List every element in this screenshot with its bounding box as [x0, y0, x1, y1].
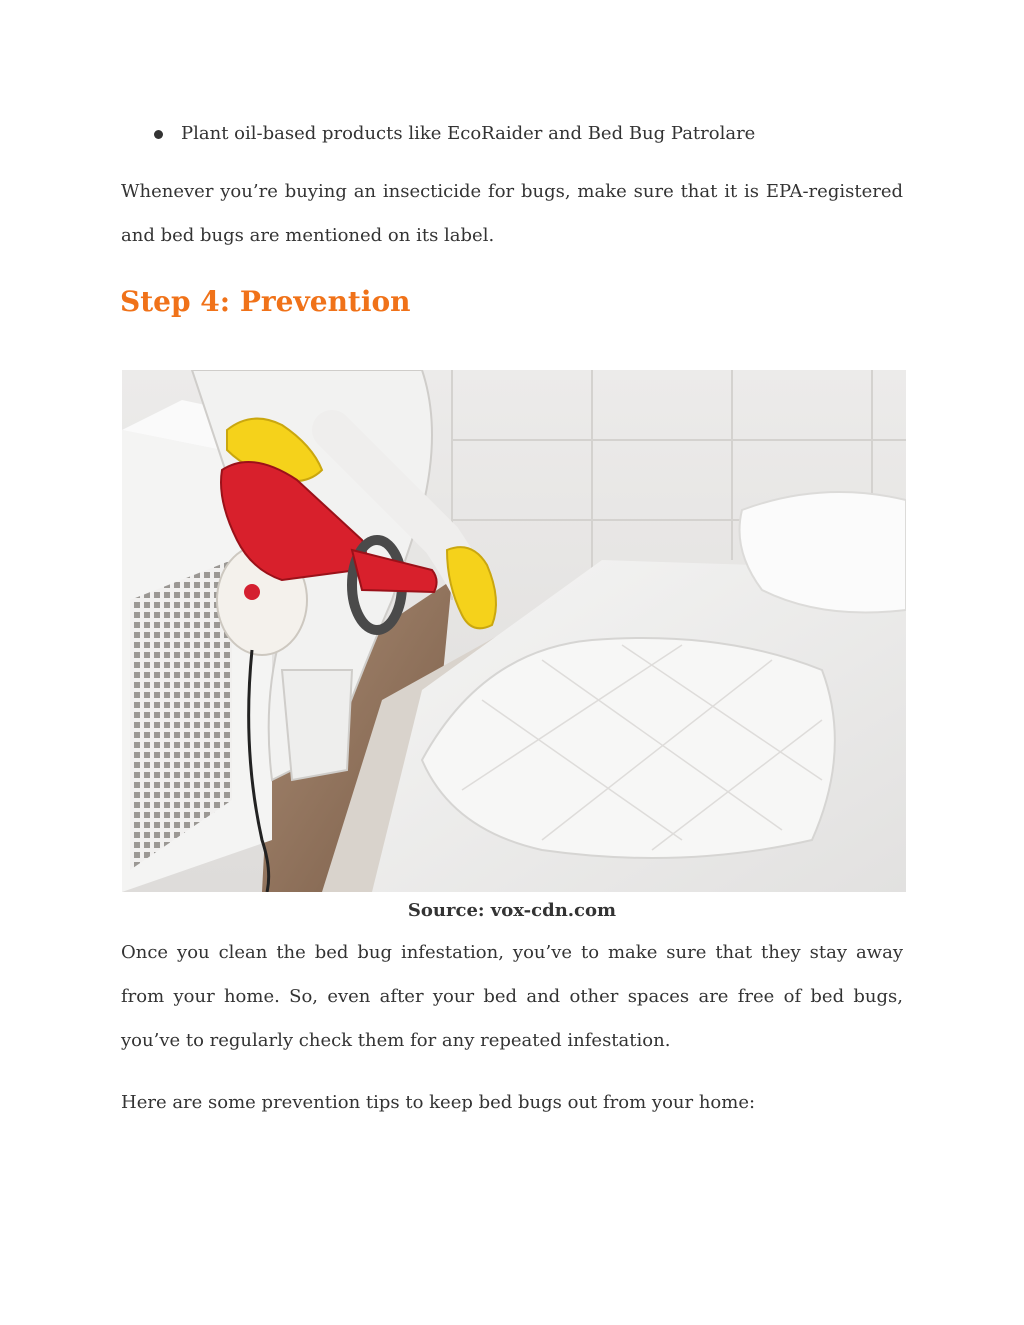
- paragraph-after-cleaning: Once you clean the bed bug infestation, you’ve to make sure that they stay away from your home. So, even after your bed and other spaces are free of bed bugs, you’ve to regularly check them for any repeated infestation.: [121, 942, 903, 1051]
- list-item: [150, 120, 755, 148]
- paragraph-tips-intro: Here are some prevention tips to keep bed bugs out from your home:: [121, 1092, 756, 1113]
- list-item-text: Plant oil-based products like EcoRaider and Bed Bug Patrolare: [181, 123, 756, 144]
- photo-illustration: [122, 370, 906, 892]
- section-heading: Step 4: Prevention: [120, 285, 411, 318]
- figure-caption: Source: vox-cdn.com: [407, 900, 617, 921]
- paragraph-insecticide-advice: Whenever you’re buying an insecticide for bugs, make sure that it is EPA-registered and bed bugs are mentioned on its label.: [121, 181, 903, 246]
- pest-control-photo: [122, 370, 906, 892]
- bullet-icon: [154, 130, 163, 139]
